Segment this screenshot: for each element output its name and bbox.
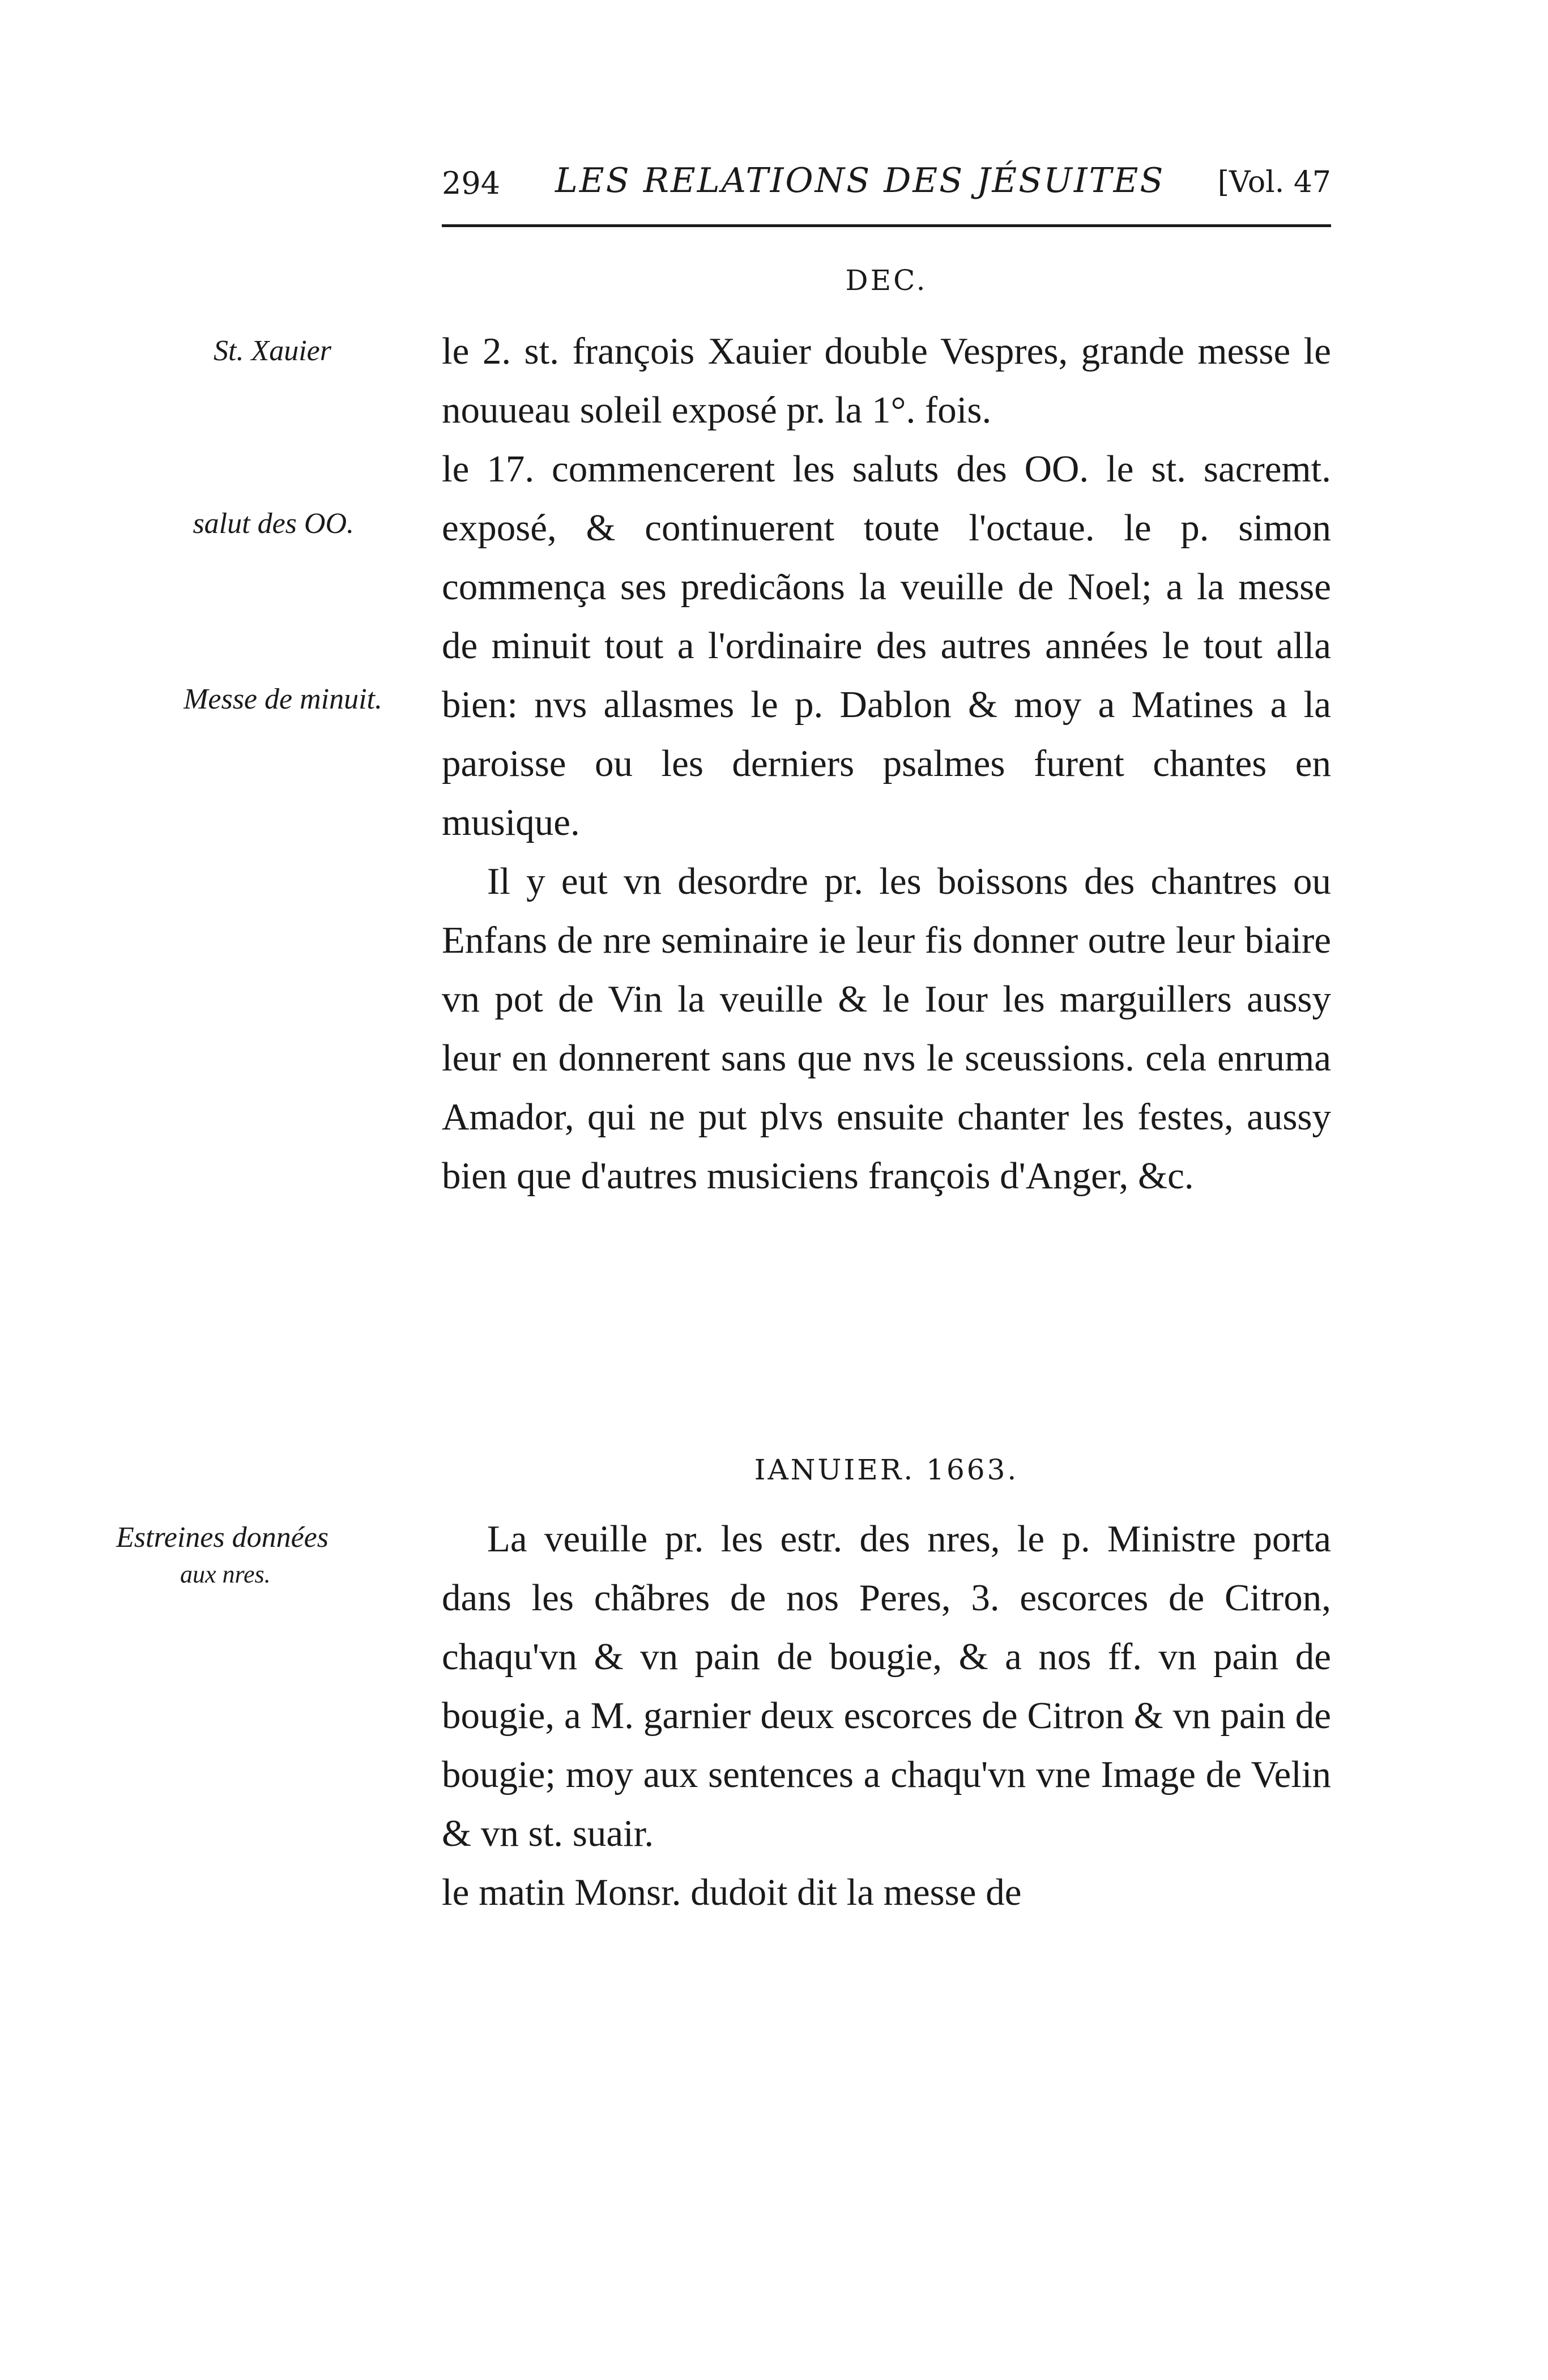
- paragraph: La veuille pr. les estr. des nres, le p. Ministre porta dans les chãbres de nos Peres, 3. escorces de Citron, chaqu'vn & vn pain de bougie, & a nos ff. vn pain de bougie, a M. garnier deux escorces de Citron & vn pain de bougie; moy aux sentences a chaqu'vn vne Image de Velin & vn st. suair.: [442, 1518, 1331, 1854]
- section-heading-janvier: IANUIER. 1663.: [754, 1453, 1019, 1486]
- section-heading-dec: DEC.: [845, 264, 928, 297]
- margin-note-xavier: St. Xauier: [214, 335, 331, 367]
- running-title: LES RELATIONS DES JÉSUITES: [555, 161, 1165, 201]
- margin-note-salut: salut des OO.: [193, 507, 354, 540]
- margin-note-estreines: Estreines données: [116, 1521, 329, 1554]
- header-rule: [442, 224, 1331, 227]
- paragraph: le matin Monsr. dudoit dit la messe de: [442, 1871, 1022, 1913]
- janvier-body: [442, 1509, 1331, 1922]
- page-number: 294: [442, 165, 501, 201]
- margin-note-messe: Messe de minuit.: [184, 683, 382, 715]
- paragraph: le 17. commencerent les saluts des OO. le st. sacremt. exposé, & continuerent toute l'octaue. le p. simon commença ses predicãons la veuille de Noel; a la messe de minuit tout a l'ordinaire des autres années le tout alla bien: nvs allasmes le p. Dablon & moy a Matines a la paroisse ou les derniers psalmes furent chantes en musique.: [442, 448, 1331, 843]
- running-header: [442, 161, 1331, 206]
- dec-body: [442, 322, 1331, 1205]
- paragraph: le 2. st. françois Xauier double Vespres, grande messe le nouueau soleil exposé pr. la 1°. fois.: [442, 330, 1331, 431]
- paragraph: Il y eut vn desordre pr. les boissons des chantres ou Enfans de nre seminaire ie leur fis donner outre leur biaire vn pot de Vin la veuille & le Iour les marguillers aussy leur en donnerent sans que nvs le sceussions. cela enruma Amador, qui ne put plvs ensuite chanter les festes, aussy bien que d'autres musiciens françois d'Anger, &c.: [442, 860, 1331, 1197]
- margin-note-estreines-sub: aux nres.: [180, 1560, 271, 1588]
- volume-label: [Vol. 47: [1217, 165, 1331, 199]
